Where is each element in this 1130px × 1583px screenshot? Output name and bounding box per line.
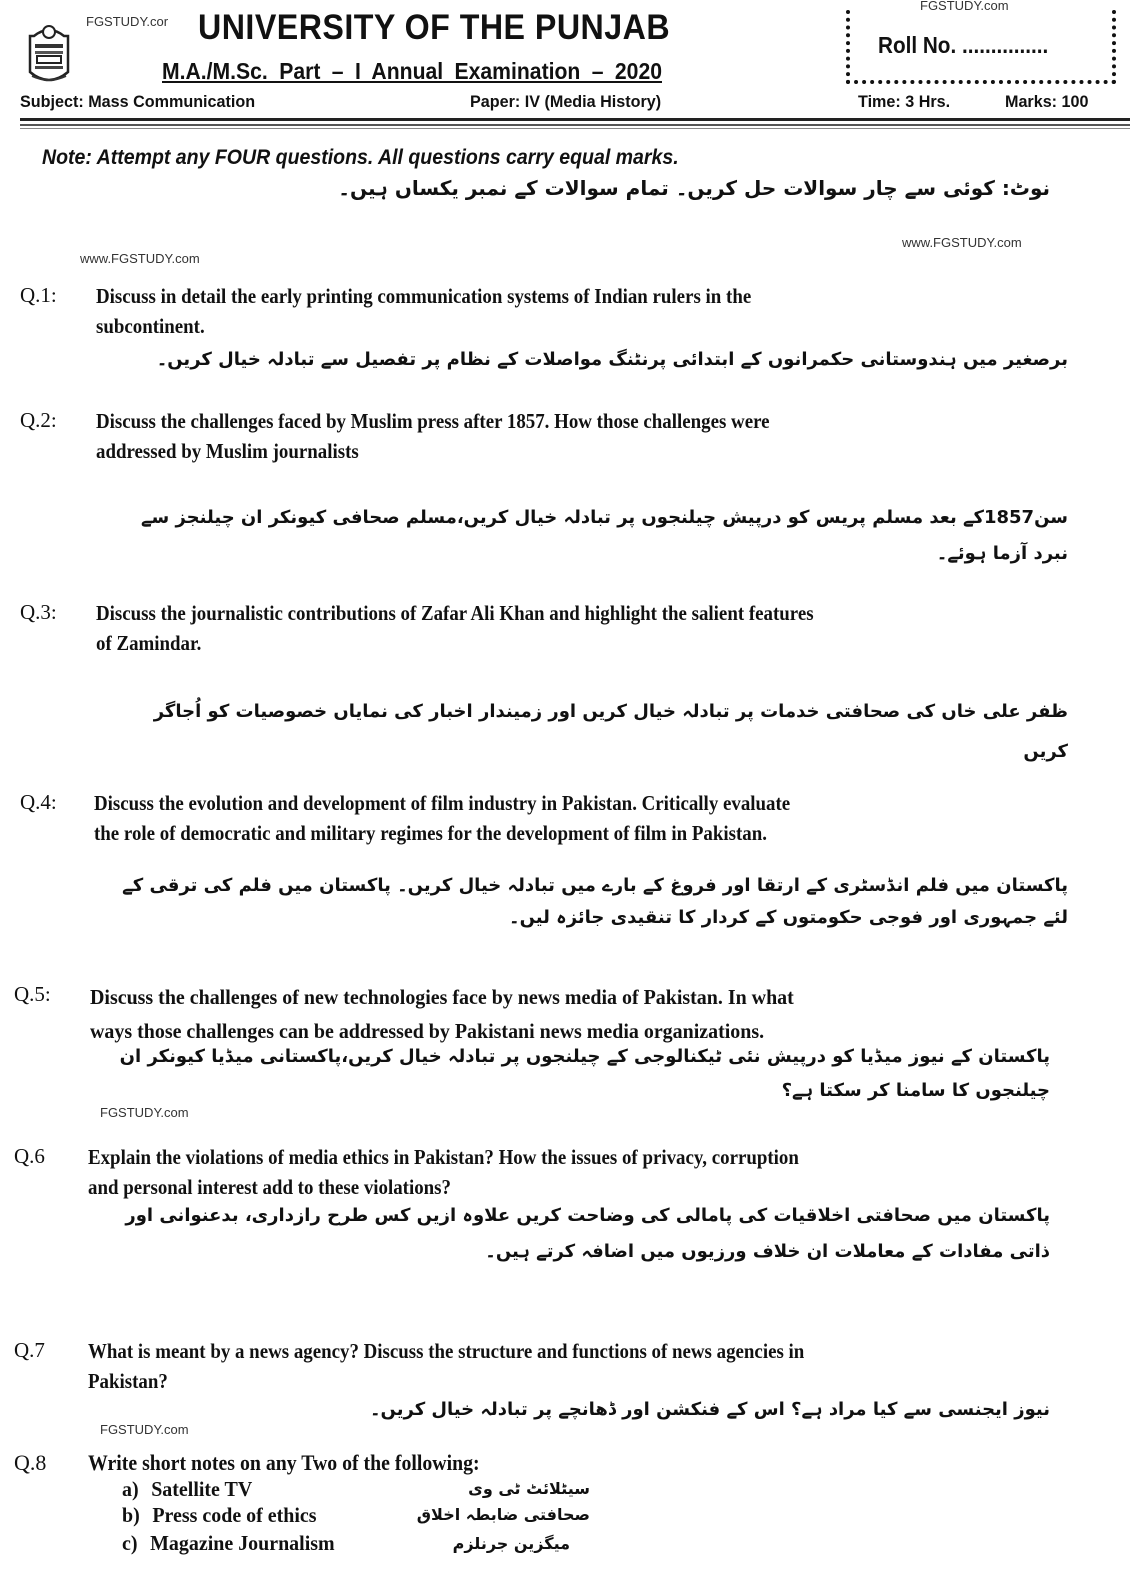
roll-number-field: Roll No. ............... xyxy=(878,32,1049,58)
list-item xyxy=(122,1502,317,1528)
watermark-text: FGSTUDY.com xyxy=(100,1105,189,1120)
question-number: Q.1: xyxy=(20,283,57,307)
question-number: Q.4: xyxy=(20,790,57,814)
urdu-line: کریں xyxy=(1023,741,1068,762)
exam-title: M.A./M.Sc. Part – I Annual Examination – 2020 xyxy=(162,58,662,84)
urdu-line: ذاتی مفادات کے معاملات ان خلاف ورزیوں میں اضافہ کرتے ہیں۔ xyxy=(485,1241,1050,1262)
watermark-text: www.FGSTUDY.com xyxy=(902,235,1022,250)
question-line: and personal interest add to these violations? xyxy=(88,1175,451,1199)
question-number: Q.2: xyxy=(20,408,57,432)
question-text xyxy=(96,406,770,466)
marks-label: Marks: 100 xyxy=(1005,92,1089,111)
watermark-text: www.FGSTUDY.com xyxy=(80,251,200,266)
question-number: Q.6 xyxy=(14,1144,45,1168)
question-text xyxy=(94,788,790,848)
watermark-text: FGSTUDY.cor xyxy=(86,14,169,29)
item-urdu: میگزین جرنلزم xyxy=(452,1534,570,1553)
paper-label: Paper: IV (Media History) xyxy=(470,92,662,111)
question-line: Discuss the challenges faced by Muslim press after 1857. How those challenges were xyxy=(96,409,770,433)
urdu-line: لئے جمہوری اور فوجی حکومتوں کے کردار کا تنقیدی جائزہ لیں۔ xyxy=(509,907,1068,928)
item-urdu: صحافتی ضابطہ اخلاق xyxy=(416,1505,590,1524)
instructions-note-urdu: نوٹ: کوئی سے چار سوالات حل کریں۔ تمام سوالات کے نمبر یکساں ہیں۔ xyxy=(338,176,1050,200)
urdu-line: پاکستان میں صحافتی اخلاقیات کی پامالی کی وضاحت کریں علاوہ ازیں کس طرح رازداری، بدعنوانی اور xyxy=(125,1205,1050,1226)
watermark-text: FGSTUDY.com xyxy=(920,0,1009,13)
question-number: Q.5: xyxy=(14,982,51,1006)
urdu-line: سن1857کے بعد مسلم پریس کو درپیش چیلنجوں پر تبادلہ خیال کریں،مسلم صحافی کیونکر ان چیلنجز سے xyxy=(140,507,1068,528)
urdu-line: ظفر علی خاں کی صحافتی خدمات پر تبادلہ خیال کریں اور زمیندار اخبار کی نمایاں خصوصیات کو اُجاگر xyxy=(153,701,1068,722)
question-text: Write short notes on any Two of the following: xyxy=(88,1450,480,1475)
item-text: Magazine Journalism xyxy=(150,1531,335,1555)
question-line: ways those challenges can be addressed by Pakistani news media organizations. xyxy=(90,1019,765,1043)
item-text: Satellite TV xyxy=(151,1477,253,1501)
question-urdu xyxy=(0,1198,1050,1270)
urdu-line: نبرد آزما ہوئے۔ xyxy=(936,543,1068,564)
item-label: c) xyxy=(122,1531,138,1555)
question-text xyxy=(90,980,794,1048)
list-item xyxy=(122,1530,335,1556)
subject-label: Subject: Mass Communication xyxy=(20,92,256,111)
watermark-text: FGSTUDY.com xyxy=(100,1422,189,1437)
list-item xyxy=(122,1476,252,1502)
time-label: Time: 3 Hrs. xyxy=(858,92,951,111)
item-urdu: سیٹلائٹ ٹی وی xyxy=(468,1479,590,1498)
question-line: subcontinent. xyxy=(96,314,205,338)
question-line: Pakistan? xyxy=(88,1369,168,1393)
question-line: Discuss the evolution and development of film industry in Pakistan. Critically evaluate xyxy=(94,791,791,815)
university-crest-icon xyxy=(24,22,74,88)
question-text xyxy=(96,598,814,658)
header-divider xyxy=(20,124,1130,126)
question-urdu xyxy=(8,870,1068,934)
question-line: Discuss in detail the early printing communication systems of Indian rulers in the xyxy=(96,284,752,308)
item-label: a) xyxy=(122,1477,139,1501)
instructions-note: Note: Attempt any FOUR questions. All questions carry equal marks. xyxy=(42,146,679,169)
urdu-line: چیلنجوں کا سامنا کر سکتا ہے؟ xyxy=(781,1080,1050,1101)
question-line: Explain the violations of media ethics in Pakistan? How the issues of privacy, corruption xyxy=(88,1145,799,1169)
question-line: What is meant by a news agency? Discuss the structure and functions of news agencies in xyxy=(88,1339,805,1363)
item-text: Press code of ethics xyxy=(152,1503,317,1527)
header-divider xyxy=(20,118,1130,121)
item-label: b) xyxy=(122,1503,140,1527)
header-divider xyxy=(20,128,1130,129)
university-title: UNIVERSITY OF THE PUNJAB xyxy=(198,8,671,47)
question-line: of Zamindar. xyxy=(96,631,202,655)
question-text xyxy=(88,1142,799,1202)
question-line: Discuss the journalistic contributions of Zafar Ali Khan and highlight the salient features xyxy=(96,601,814,625)
urdu-line: پاکستان میں فلم انڈسٹری کے ارتقا اور فروغ کے بارے میں تبادلہ خیال کریں۔ پاکستان میں فلم کی ترقی کے xyxy=(122,875,1068,896)
urdu-line: پاکستان کے نیوز میڈیا کو درپیش نئی ٹیکنالوجی کے چیلنجوں پر تبادلہ خیال کریں،پاکستانی میڈیا کیونکر ان xyxy=(119,1046,1050,1067)
question-urdu xyxy=(0,500,1068,572)
question-number: Q.8 xyxy=(14,1450,47,1475)
question-number: Q.7 xyxy=(14,1338,45,1362)
question-line: addressed by Muslim journalists xyxy=(96,439,359,463)
question-line: Discuss the challenges of new technologies face by news media of Pakistan. In what xyxy=(90,985,794,1009)
question-number: Q.3: xyxy=(20,600,57,624)
question-urdu: برصغیر میں ہندوستانی حکمرانوں کے ابتدائی پرنٹنگ مواصلات کے نظام پر تفصیل سے تبادلہ خیال کریں۔ xyxy=(156,349,1068,370)
question-text xyxy=(96,281,751,341)
question-text xyxy=(88,1336,804,1396)
question-line: the role of democratic and military regimes for the development of film in Pakistan. xyxy=(94,821,767,845)
question-urdu: نیوز ایجنسی سے کیا مراد ہے؟ اس کے فنکشن اور ڈھانچے پر تبادلہ خیال کریں۔ xyxy=(370,1399,1050,1420)
question-urdu xyxy=(0,1040,1050,1108)
question-urdu xyxy=(8,692,1068,772)
